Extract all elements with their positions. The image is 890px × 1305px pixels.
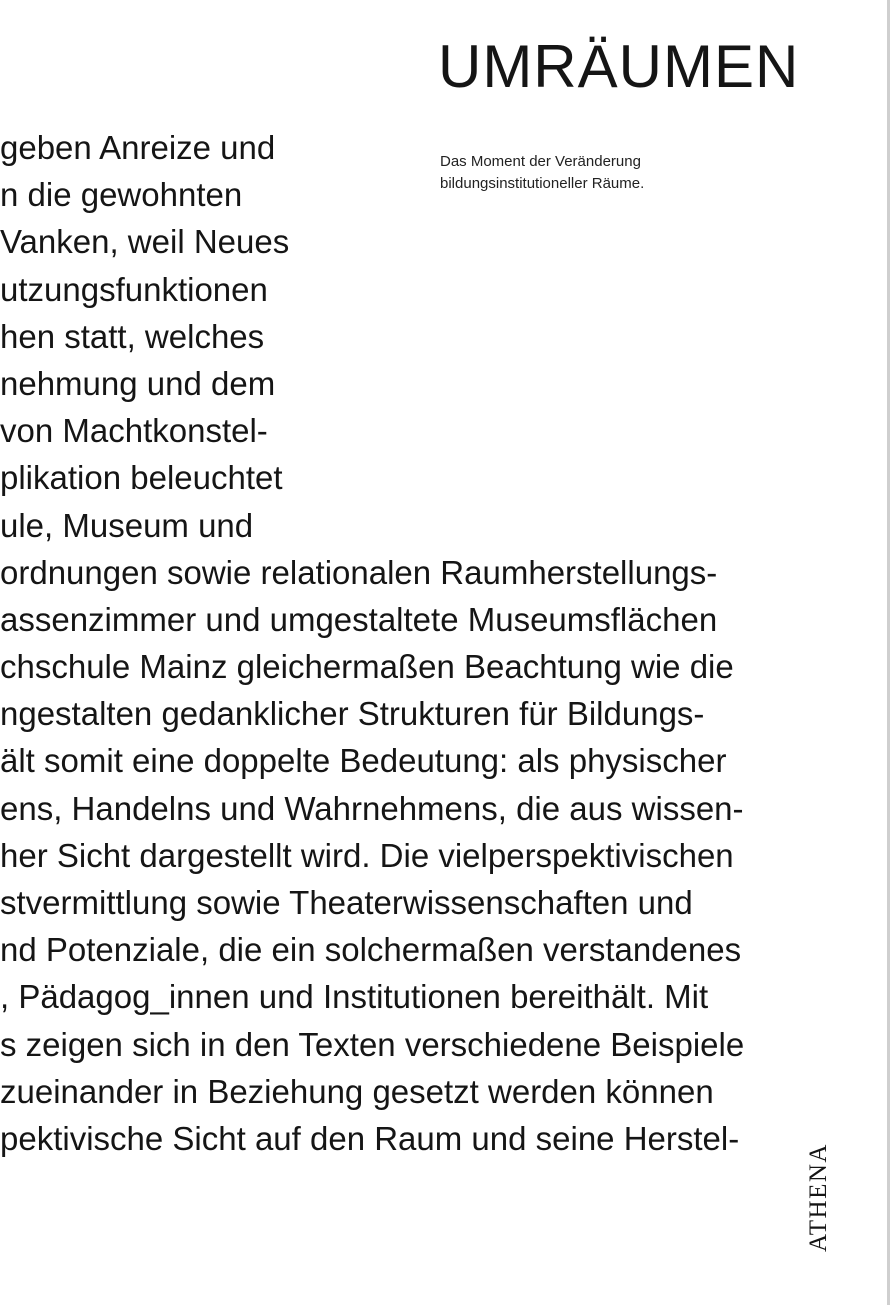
blurb-line: geben Anreize und <box>0 129 276 166</box>
blurb-line: Vanken, weil Neues <box>0 223 290 261</box>
publisher-name: ATHENA <box>805 1143 832 1252</box>
blurb-text <box>0 124 890 1162</box>
subtitle-line: bildungsinstitutioneller Räume. <box>440 175 645 192</box>
blurb-line: hen statt, welches <box>0 317 265 355</box>
blurb-line: assenzimmer und umgestaltete Museumsflächen <box>0 600 718 638</box>
subtitle-line: Das Moment der Veränderung <box>440 153 641 170</box>
book-title: UMRÄUMEN <box>438 33 800 100</box>
blurb-line: nd Potenziale, die ein solchermaßen verstandenes <box>0 931 742 969</box>
blurb-line: stvermittlung sowie Theaterwissenschaften und <box>0 884 693 921</box>
blurb-line: utzungsfunktionen <box>0 270 268 308</box>
blurb-line: , Pädagog_innen und Institutionen bereithält. Mit <box>0 978 709 1016</box>
blurb-line: ält somit eine doppelte Bedeutung: als physischer <box>0 742 727 780</box>
blurb-line: chschule Mainz gleichermaßen Beachtung wie die <box>0 648 734 686</box>
blurb-line: pektivische Sicht auf den Raum und seine Herstel- <box>0 1119 740 1157</box>
blurb-line: n die gewohnten <box>0 176 243 214</box>
blurb-line: zueinander in Beziehung gesetzt werden können <box>0 1072 714 1110</box>
blurb-line: ordnungen sowie relationalen Raumherstellungs- <box>0 553 718 591</box>
blurb-line: ngestalten gedanklicher Strukturen für Bildungs- <box>0 695 705 733</box>
blurb-line: her Sicht dargestellt wird. Die vielperspektivischen <box>0 836 734 874</box>
blurb-line: ule, Museum und <box>0 506 254 544</box>
blurb-line: von Machtkonstel- <box>0 412 268 450</box>
blurb-line: plikation beleuchtet <box>0 459 283 497</box>
blurb-line: s zeigen sich in den Texten verschiedene Beispiele <box>0 1025 745 1063</box>
blurb-line: ens, Handelns und Wahrnehmens, die aus wissen- <box>0 789 744 827</box>
blurb-line: nehmung und dem <box>0 364 276 402</box>
